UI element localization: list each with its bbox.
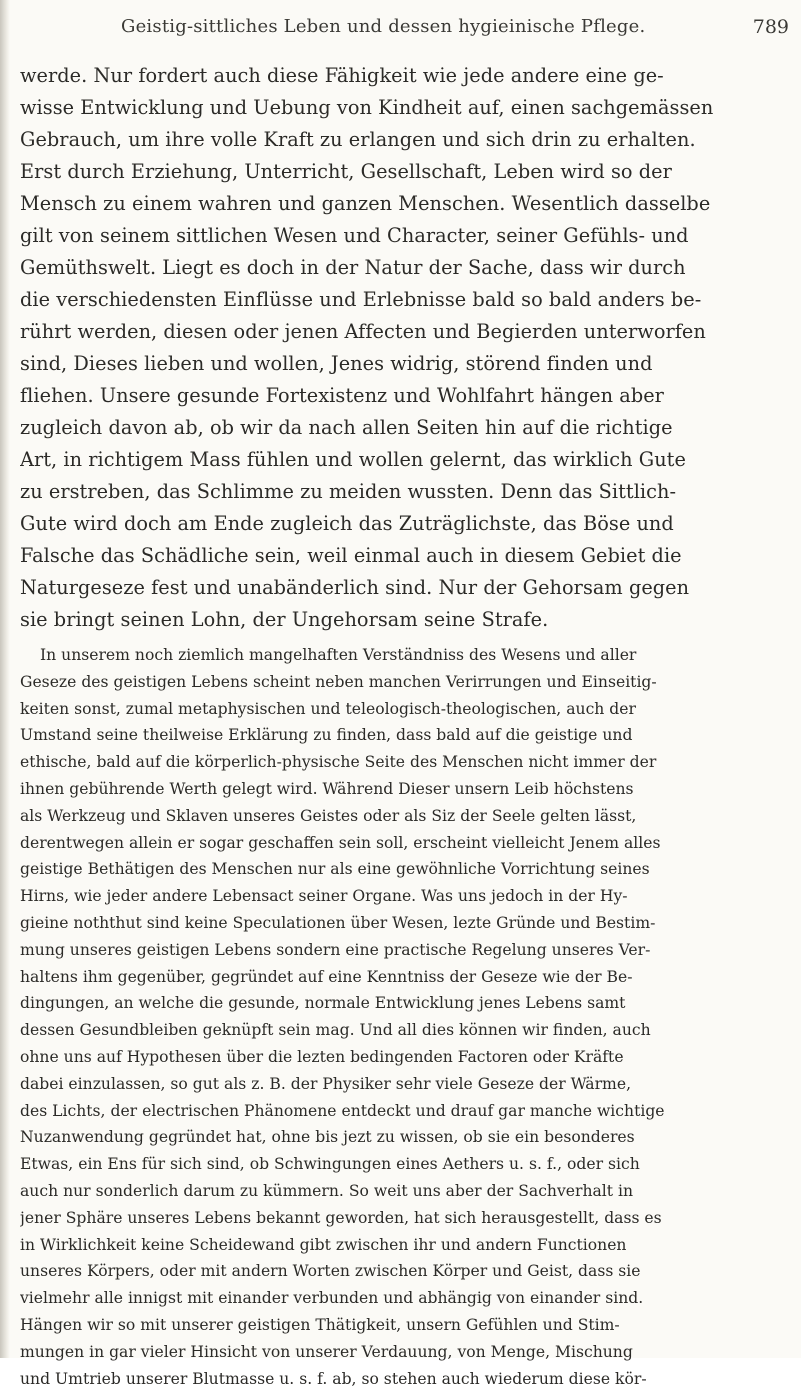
running-head [0, 10, 795, 50]
text-line: vielmehr alle innigst mit einander verbunden und abhängig von einander sind. [20, 1289, 644, 1308]
text-line: mung unseres geistigen Lebens sondern eine practische Regelung unseres Ver- [20, 940, 651, 959]
text-line: Gemüthswelt. Liegt es doch in der Natur der Sache, dass wir durch [20, 256, 686, 279]
text-line: und Umtrieb unserer Blutmasse u. s. f. ab, so stehen auch wiederum diese kör- [20, 1369, 647, 1388]
text-line: fliehen. Unsere gesunde Fortexistenz und Wohlfahrt hängen aber [20, 384, 664, 407]
text-line: des Lichts, der electrischen Phänomene entdeckt und drauf gar manche wichtige [20, 1101, 665, 1120]
text-line: Gute wird doch am Ende zugleich das Zuträglichste, das Böse und [20, 512, 674, 535]
text-line: Nuzanwendung gegründet hat, ohne bis jezt zu wissen, ob sie ein besonderes [20, 1128, 635, 1147]
text-line: mungen in gar vieler Hinsicht von unserer Verdauung, von Menge, Mischung [20, 1342, 633, 1361]
text-line: als Werkzeug und Sklaven unseres Geistes oder als Siz der Seele gelten lässt, [20, 806, 637, 825]
text-line: wisse Entwicklung und Uebung von Kindheit auf, einen sachgemässen [20, 96, 714, 119]
text-line: gilt von seinem sittlichen Wesen und Character, seiner Gefühls- und [20, 224, 689, 247]
running-title: Geistig-sittliches Leben und dessen hygieinische Pflege. [121, 16, 646, 37]
text-line: jener Sphäre unseres Lebens bekannt geworden, hat sich herausgestellt, dass es [20, 1208, 662, 1227]
text-line: werde. Nur fordert auch diese Fähigkeit wie jede andere eine ge- [20, 64, 664, 87]
text-line: Hängen wir so mit unserer geistigen Thätigkeit, unsern Gefühlen und Stim- [20, 1315, 620, 1334]
page-number: 789 [752, 16, 789, 38]
text-line: Gebrauch, um ihre volle Kraft zu erlangen und sich drin zu erhalten. [20, 128, 696, 151]
small-print-paragraph [20, 642, 790, 1392]
text-line: Naturgeseze fest und unabänderlich sind. Nur der Gehorsam gegen [20, 576, 690, 599]
text-line: ohne uns auf Hypothesen über die lezten bedingenden Factoren oder Kräfte [20, 1047, 624, 1066]
text-line: dessen Gesundbleiben geknüpft sein mag. Und all dies können wir finden, auch [20, 1021, 651, 1040]
text-line: Erst durch Erziehung, Unterricht, Gesellschaft, Leben wird so der [20, 160, 672, 183]
text-line: auch nur sonderlich darum zu kümmern. So weit uns aber der Sachverhalt in [20, 1181, 634, 1200]
text-line: ethische, bald auf die körperlich-physische Seite des Menschen nicht immer der [20, 753, 657, 772]
page-binding-edge [0, 0, 10, 1358]
text-line: Etwas, ein Ens für sich sind, ob Schwingungen eines Aethers u. s. f., oder sich [20, 1155, 640, 1174]
text-line: Hirns, wie jeder andere Lebensact seiner Organe. Was uns jedoch in der Hy- [20, 887, 628, 906]
text-line: haltens ihm gegenüber, gegründet auf eine Kenntniss der Geseze wie der Be- [20, 967, 633, 986]
text-line: Umstand seine theilweise Erklärung zu finden, dass bald auf die geistige und [20, 726, 633, 745]
text-line: zu erstreben, das Schlimme zu meiden wussten. Denn das Sittlich- [20, 480, 677, 503]
text-line: sind, Dieses lieben und wollen, Jenes widrig, störend finden und [20, 352, 653, 375]
text-line: ihnen gebührende Werth gelegt wird. Während Dieser unsern Leib höchstens [20, 779, 634, 798]
text-line: keiten sonst, zumal metaphysischen und teleologisch-theologischen, auch der [20, 699, 636, 718]
text-line: Geseze des geistigen Lebens scheint neben manchen Verirrungen und Einseitig- [20, 672, 657, 691]
text-line: die verschiedensten Einflüsse und Erlebnisse bald so bald anders be- [20, 288, 702, 311]
text-line: dingungen, an welche die gesunde, normale Entwicklung jenes Lebens samt [20, 994, 626, 1013]
text-line: Mensch zu einem wahren und ganzen Menschen. Wesentlich dasselbe [20, 192, 711, 215]
text-line: Falsche das Schädliche sein, weil einmal auch in diesem Gebiet die [20, 544, 682, 567]
text-line: unseres Körpers, oder mit andern Worten zwischen Körper und Geist, dass sie [20, 1262, 641, 1281]
text-line: gieine noththut sind keine Speculationen über Wesen, lezte Gründe und Bestim- [20, 913, 656, 932]
main-paragraph [20, 60, 790, 636]
text-line: rührt werden, diesen oder jenen Affecten und Begierden unterworfen [20, 320, 706, 343]
text-line: derentwegen allein er sogar geschaffen sein soll, erscheint vielleicht Jenem alles [20, 833, 661, 852]
body-text [20, 60, 790, 1392]
text-line: dabei einzulassen, so gut als z. B. der Physiker sehr viele Geseze der Wärme, [20, 1074, 632, 1093]
text-line: zugleich davon ab, ob wir da nach allen Seiten hin auf die richtige [20, 416, 673, 439]
text-line: Art, in richtigem Mass fühlen und wollen gelernt, das wirklich Gute [20, 448, 686, 471]
text-line: in Wirklichkeit keine Scheidewand gibt zwischen ihr und andern Functionen [20, 1235, 627, 1254]
text-line: In unserem noch ziemlich mangelhaften Verständniss des Wesens und aller [40, 646, 637, 664]
text-line: sie bringt seinen Lohn, der Ungehorsam seine Strafe. [20, 608, 549, 631]
text-line: geistige Bethätigen des Menschen nur als eine gewöhnliche Vorrichtung seines [20, 860, 650, 879]
